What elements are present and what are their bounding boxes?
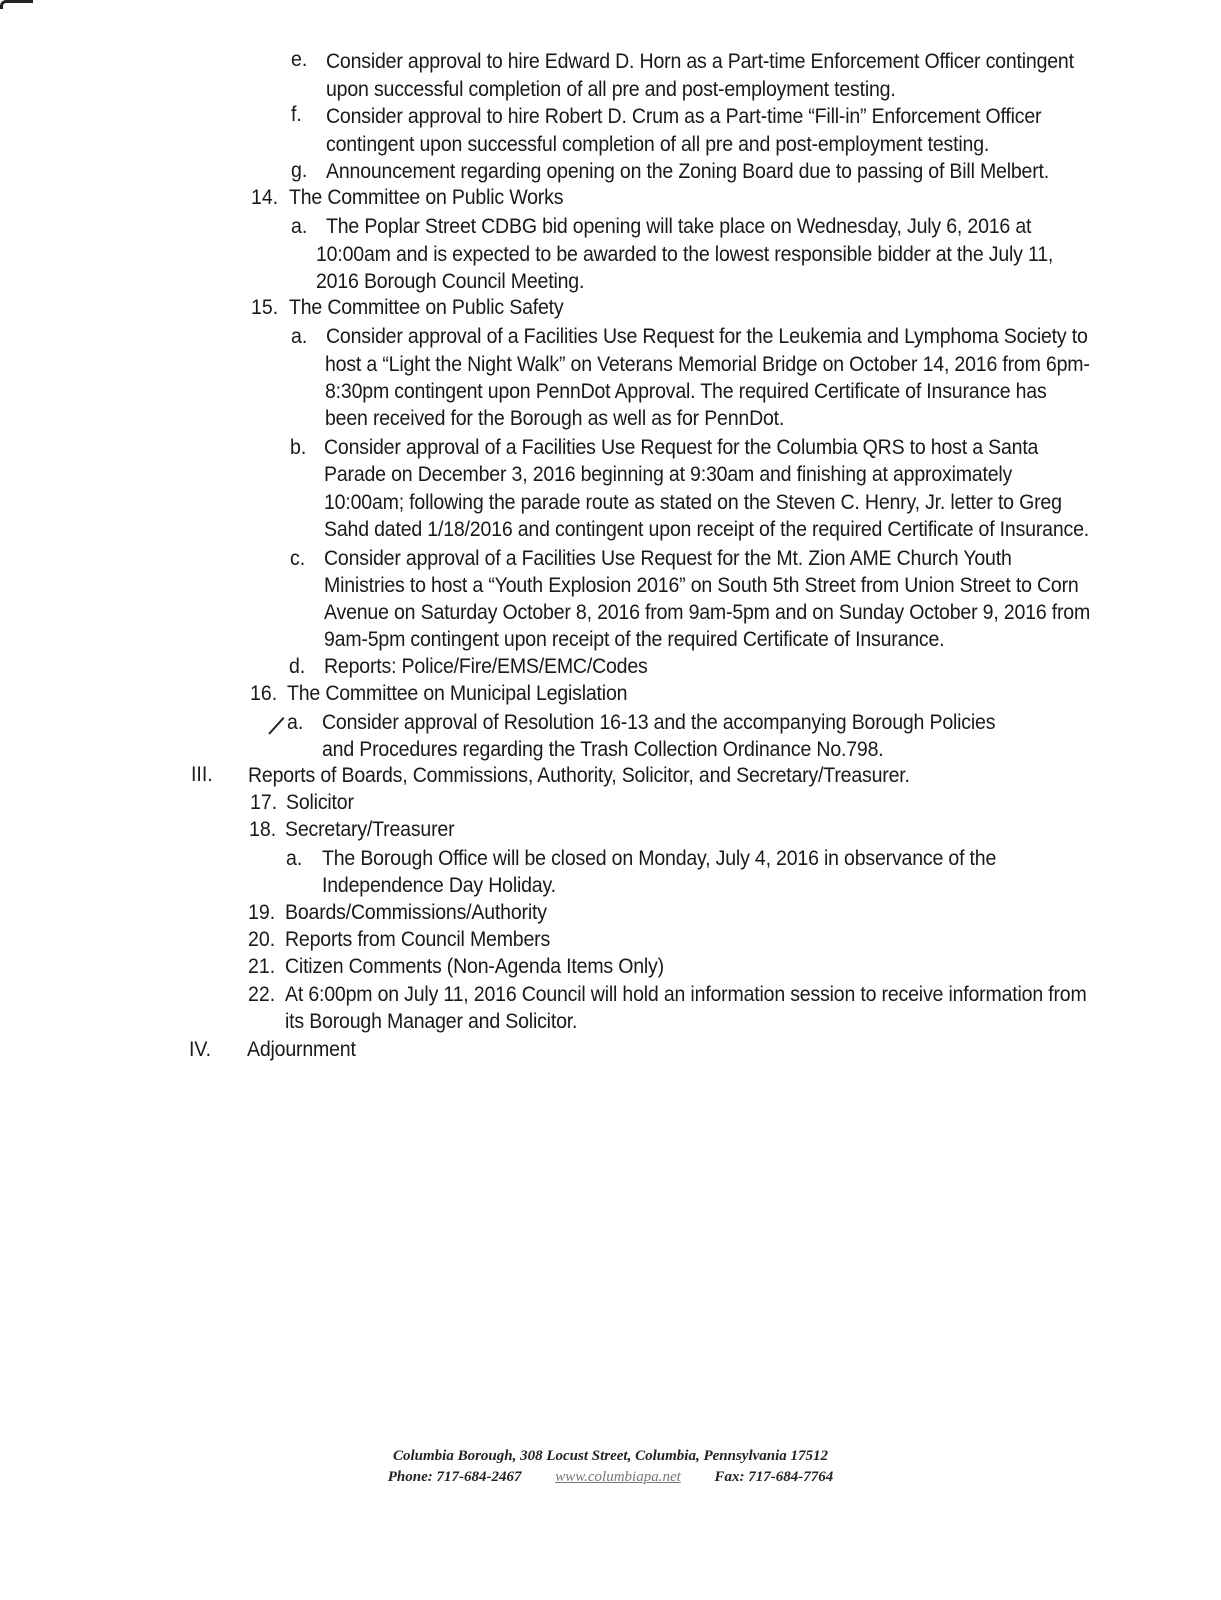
item-18-text: Secretary/Treasurer	[285, 818, 455, 841]
section-iii-title: Reports of Boards, Commissions, Authority, Solicitor, and Secretary/Treasurer.	[248, 764, 910, 787]
item-18a-line2: Independence Day Holiday.	[322, 874, 556, 897]
footer-website-link[interactable]: www.columbiapa.net	[555, 1469, 681, 1485]
item-19-label: 19.	[248, 901, 276, 924]
section-iv-title: Adjournment	[247, 1038, 356, 1061]
item-15a-line1: Consider approval of a Facilities Use Request for the Leukemia and Lymphoma Society to	[326, 325, 1088, 348]
item-16a-label: a.	[287, 711, 304, 734]
item-15b-line3: 10:00am; following the parade route as stated on the Steven C. Henry, Jr. letter to Greg	[324, 491, 1062, 514]
footer-contact-line	[0, 1469, 1221, 1486]
item-20-label: 20.	[248, 928, 276, 951]
item-18a-label: a.	[286, 847, 303, 870]
item-15d-label: d.	[289, 655, 306, 678]
item-19-text: Boards/Commissions/Authority	[285, 901, 547, 924]
item-22-label: 22.	[248, 983, 276, 1006]
item-14a-line1: The Poplar Street CDBG bid opening will take place on Wednesday, July 6, 2016 at	[326, 215, 1032, 238]
item-15b-line2: Parade on December 3, 2016 beginning at 9:30am and finishing at approximately	[324, 463, 1013, 486]
item-f-line2: contingent upon successful completion of all pre and post-employment testing.	[326, 133, 990, 156]
item-e-label: e.	[291, 48, 308, 71]
item-15c-line1: Consider approval of a Facilities Use Request for the Mt. Zion AME Church Youth	[324, 547, 1012, 570]
item-15c-line4: 9am-5pm contingent upon receipt of the required Certificate of Insurance.	[324, 628, 945, 651]
scan-corner-mark	[0, 0, 33, 9]
item-17-label: 17.	[250, 791, 278, 814]
item-18a-line1: The Borough Office will be closed on Monday, July 4, 2016 in observance of the	[322, 847, 997, 870]
section-iv-numeral: IV.	[189, 1038, 212, 1061]
item-15b-label: b.	[290, 436, 307, 459]
item-15a-line3: 8:30pm contingent upon PennDot Approval. The required Certificate of Insurance has	[325, 380, 1047, 403]
item-15c-line3: Avenue on Saturday October 8, 2016 from 9am-5pm and on Sunday October 9, 2016 from	[324, 601, 1091, 624]
item-22-line1: At 6:00pm on July 11, 2016 Council will hold an information session to receive information from	[285, 983, 1087, 1006]
item-15c-label: c.	[290, 547, 306, 570]
item-20-text: Reports from Council Members	[285, 928, 551, 951]
item-15-label: 15.	[251, 296, 279, 319]
item-21-text: Citizen Comments (Non-Agenda Items Only)	[285, 955, 664, 978]
item-18-label: 18.	[249, 818, 277, 841]
footer-address: Columbia Borough, 308 Locust Street, Columbia, Pennsylvania 17512	[392, 1448, 829, 1464]
section-iii-numeral: III.	[191, 763, 213, 786]
item-14a-line2: 10:00am and is expected to be awarded to the lowest responsible bidder at the July 11,	[316, 243, 1054, 266]
item-21-label: 21.	[248, 955, 276, 978]
item-15b-line1: Consider approval of a Facilities Use Request for the Columbia QRS to host a Santa	[324, 436, 1039, 459]
item-16-label: 16.	[250, 682, 278, 705]
item-14-text: The Committee on Public Works	[289, 186, 564, 209]
item-g-label: g.	[291, 159, 308, 182]
item-16a-line1: Consider approval of Resolution 16-13 and the accompanying Borough Policies	[322, 711, 996, 734]
item-15b-line4: Sahd dated 1/18/2016 and contingent upon receipt of the required Certificate of Insurance.	[324, 518, 1090, 541]
item-15c-line2: Ministries to host a “Youth Explosion 2016” on South 5th Street from Union Street to Corn	[324, 574, 1079, 597]
item-15-text: The Committee on Public Safety	[289, 296, 564, 319]
item-16a-line2: and Procedures regarding the Trash Collection Ordinance No.798.	[322, 738, 884, 761]
item-14a-line3: 2016 Borough Council Meeting.	[316, 270, 585, 293]
item-22-line2: its Borough Manager and Solicitor.	[285, 1010, 578, 1033]
item-g-line1: Announcement regarding opening on the Zoning Board due to passing of Bill Melbert.	[326, 160, 1050, 183]
item-15a-line4: been received for the Borough as well as for PennDot.	[325, 407, 785, 430]
footer-phone: Phone: 717-684-2467	[387, 1469, 522, 1485]
item-15a-line2: host a “Light the Night Walk” on Veterans Memorial Bridge on October 14, 2016 from 6pm-	[325, 353, 1090, 376]
footer-fax: Fax: 717-684-7764	[714, 1469, 834, 1485]
item-17-text: Solicitor	[286, 791, 354, 814]
item-e-line1: Consider approval to hire Edward D. Horn as a Part-time Enforcement Officer contingent	[326, 50, 1074, 73]
handwritten-strike-mark	[268, 717, 284, 735]
item-14a-label: a.	[291, 215, 308, 238]
item-14-label: 14.	[251, 186, 279, 209]
item-f-label: f.	[291, 103, 302, 126]
item-15a-label: a.	[291, 325, 308, 348]
item-f-line1: Consider approval to hire Robert D. Crum as a Part-time “Fill-in” Enforcement Officer	[326, 105, 1042, 128]
item-e-line2: upon successful completion of all pre and post-employment testing.	[326, 78, 896, 101]
item-16-text: The Committee on Municipal Legislation	[287, 682, 628, 705]
item-15d-text: Reports: Police/Fire/EMS/EMC/Codes	[324, 655, 648, 678]
